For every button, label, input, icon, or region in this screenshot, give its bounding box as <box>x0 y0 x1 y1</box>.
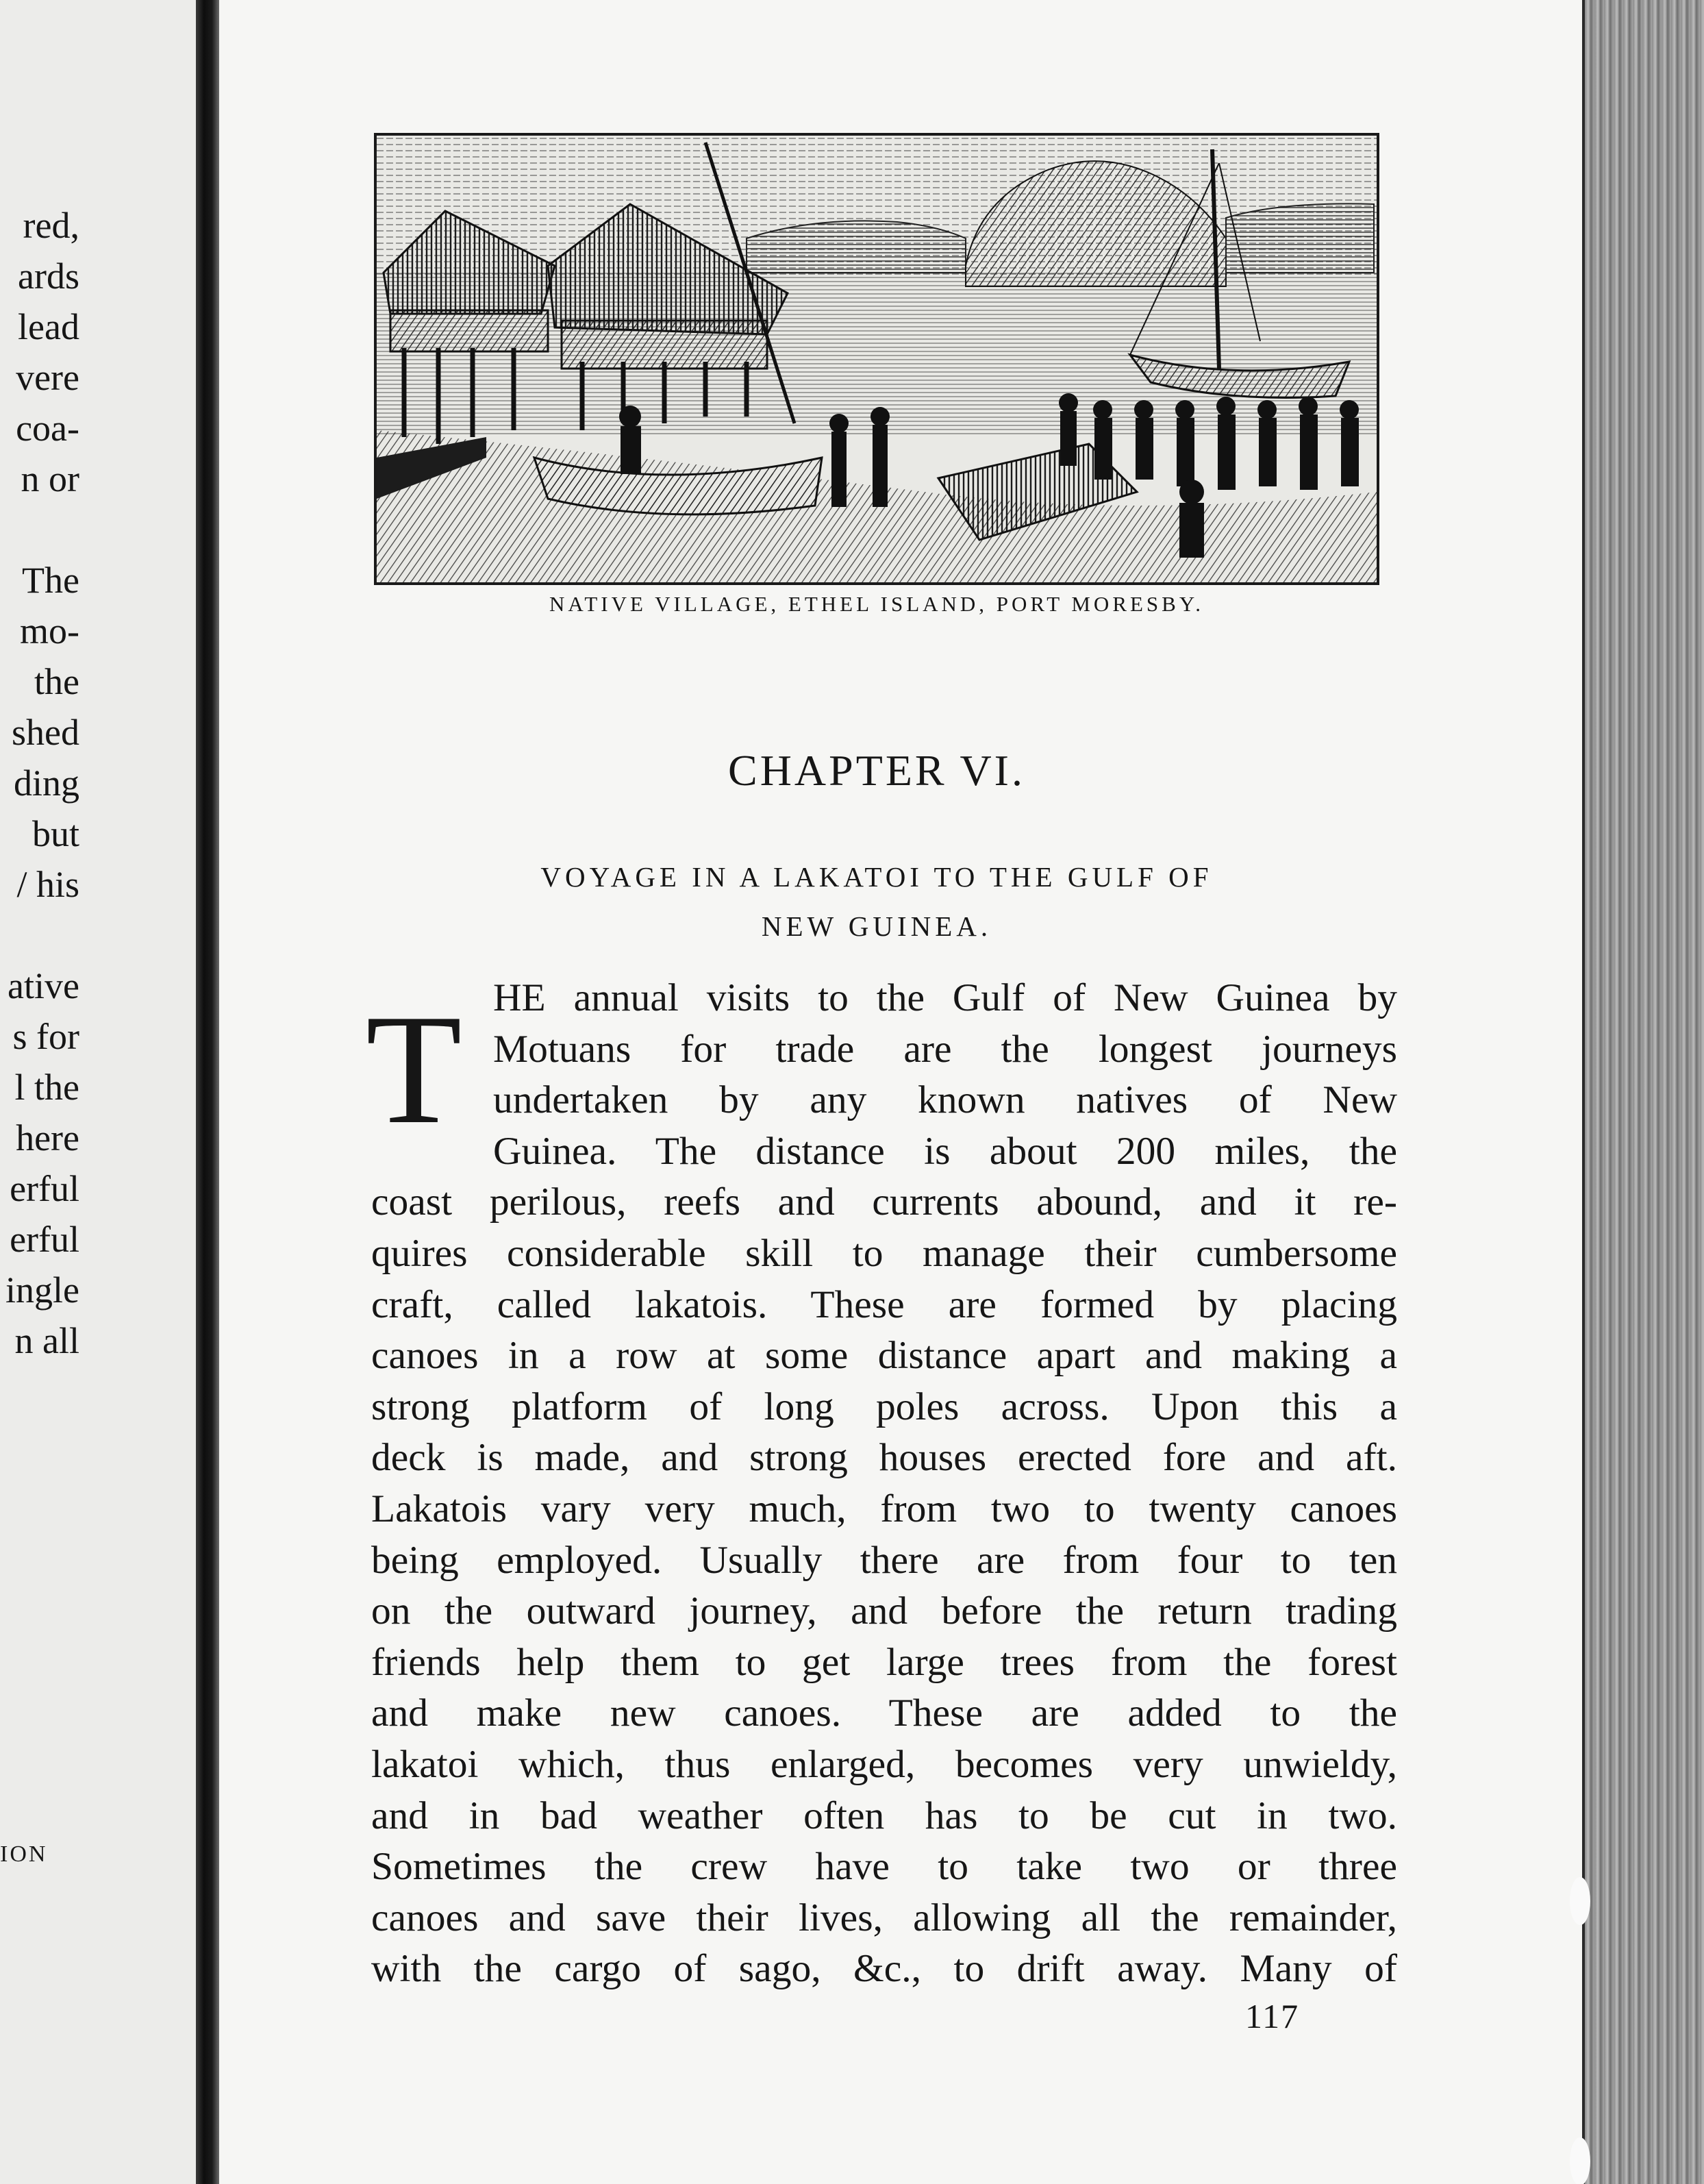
engraving-illustration <box>374 133 1379 585</box>
text-line: being employed. Usually there are from four to ten <box>371 1538 1397 1582</box>
previous-page-edge <box>0 0 196 2184</box>
native-village-engraving <box>377 136 1377 582</box>
page-edges <box>1582 0 1704 2184</box>
text-line: and in bad weather often has to be cut in two. <box>371 1794 1397 1837</box>
left-fragment: ingle <box>5 1269 79 1311</box>
left-fragment: coa- <box>16 408 79 449</box>
left-fragment: s for <box>12 1016 79 1057</box>
body-paragraph <box>371 973 1397 1995</box>
left-fragment: lead <box>18 306 79 347</box>
text-line: undertaken by any known natives of New <box>493 1078 1397 1122</box>
left-fragment: erful <box>10 1219 79 1260</box>
text-line: Sometimes the crew have to take two or three <box>371 1845 1397 1889</box>
chapter-subtitle <box>442 852 1311 951</box>
text-line: with the cargo of sago, &c., to drift away. Many of <box>371 1947 1397 1991</box>
left-fragment: n all <box>14 1320 79 1361</box>
text-line: Motuans for trade are the longest journeys <box>493 1027 1397 1071</box>
left-fragment: ding <box>13 762 79 804</box>
text-line: craft, called lakatois. These are formed by placing <box>371 1282 1397 1326</box>
text-line: HE annual visits to the Gulf of New Guinea by <box>493 976 1397 1019</box>
left-fragment: but <box>32 813 79 854</box>
left-fragment: erful <box>10 1168 79 1209</box>
text-line: canoes and save their lives, allowing all the remainder, <box>371 1896 1397 1939</box>
left-fragment: red, <box>23 205 79 246</box>
text-line: and make new canoes. These are added to the <box>371 1691 1397 1735</box>
text-line: strong platform of long poles across. Upon this a <box>371 1385 1397 1428</box>
drop-cap: T <box>366 982 462 1156</box>
left-fragment: l the <box>14 1067 79 1108</box>
page-number: 117 <box>1245 1997 1300 2035</box>
edge-tear <box>1570 2137 1590 2184</box>
left-fragment: The <box>22 560 79 601</box>
left-fragment: / his <box>16 864 79 905</box>
left-fragment: vere <box>16 357 79 398</box>
left-fragment: shed <box>12 712 79 753</box>
text-line: lakatoi which, thus enlarged, becomes very unwieldy, <box>371 1742 1397 1786</box>
text-line: deck is made, and strong houses erected fore and aft. <box>371 1436 1397 1480</box>
left-fragment: the <box>34 661 79 702</box>
left-fragment: here <box>16 1117 79 1158</box>
left-fragment: ative <box>8 965 79 1006</box>
text-line: quires considerable skill to manage their cumbersome <box>371 1231 1397 1275</box>
text-line: on the outward journey, and before the return trading <box>371 1589 1397 1633</box>
edge-tear <box>1570 1877 1590 1925</box>
chapter-subtitle-line: VOYAGE IN A LAKATOI TO THE GULF OF <box>540 861 1213 893</box>
book-gutter <box>196 0 219 2184</box>
text-line: canoes in a row at some distance apart and making a <box>371 1334 1397 1378</box>
left-fragment: mo- <box>20 610 79 652</box>
text-line: Guinea. The distance is about 200 miles, the <box>493 1129 1397 1173</box>
left-fragment: n or <box>21 458 79 499</box>
text-line: coast perilous, reefs and currents abound, and it re- <box>371 1180 1397 1224</box>
left-fragment: ards <box>18 256 79 297</box>
text-line: friends help them to get large trees from the forest <box>371 1640 1397 1684</box>
text-line: Lakatois vary very much, from two to twenty canoes <box>371 1487 1397 1530</box>
left-running-foot: ION <box>0 1841 48 1867</box>
far-hill <box>1226 203 1374 273</box>
chapter-subtitle-line: NEW GUINEA. <box>761 910 992 942</box>
chapter-title: CHAPTER VI. <box>728 746 1025 795</box>
figure-caption: NATIVE VILLAGE, ETHEL ISLAND, PORT MORESBY. <box>549 592 1204 616</box>
